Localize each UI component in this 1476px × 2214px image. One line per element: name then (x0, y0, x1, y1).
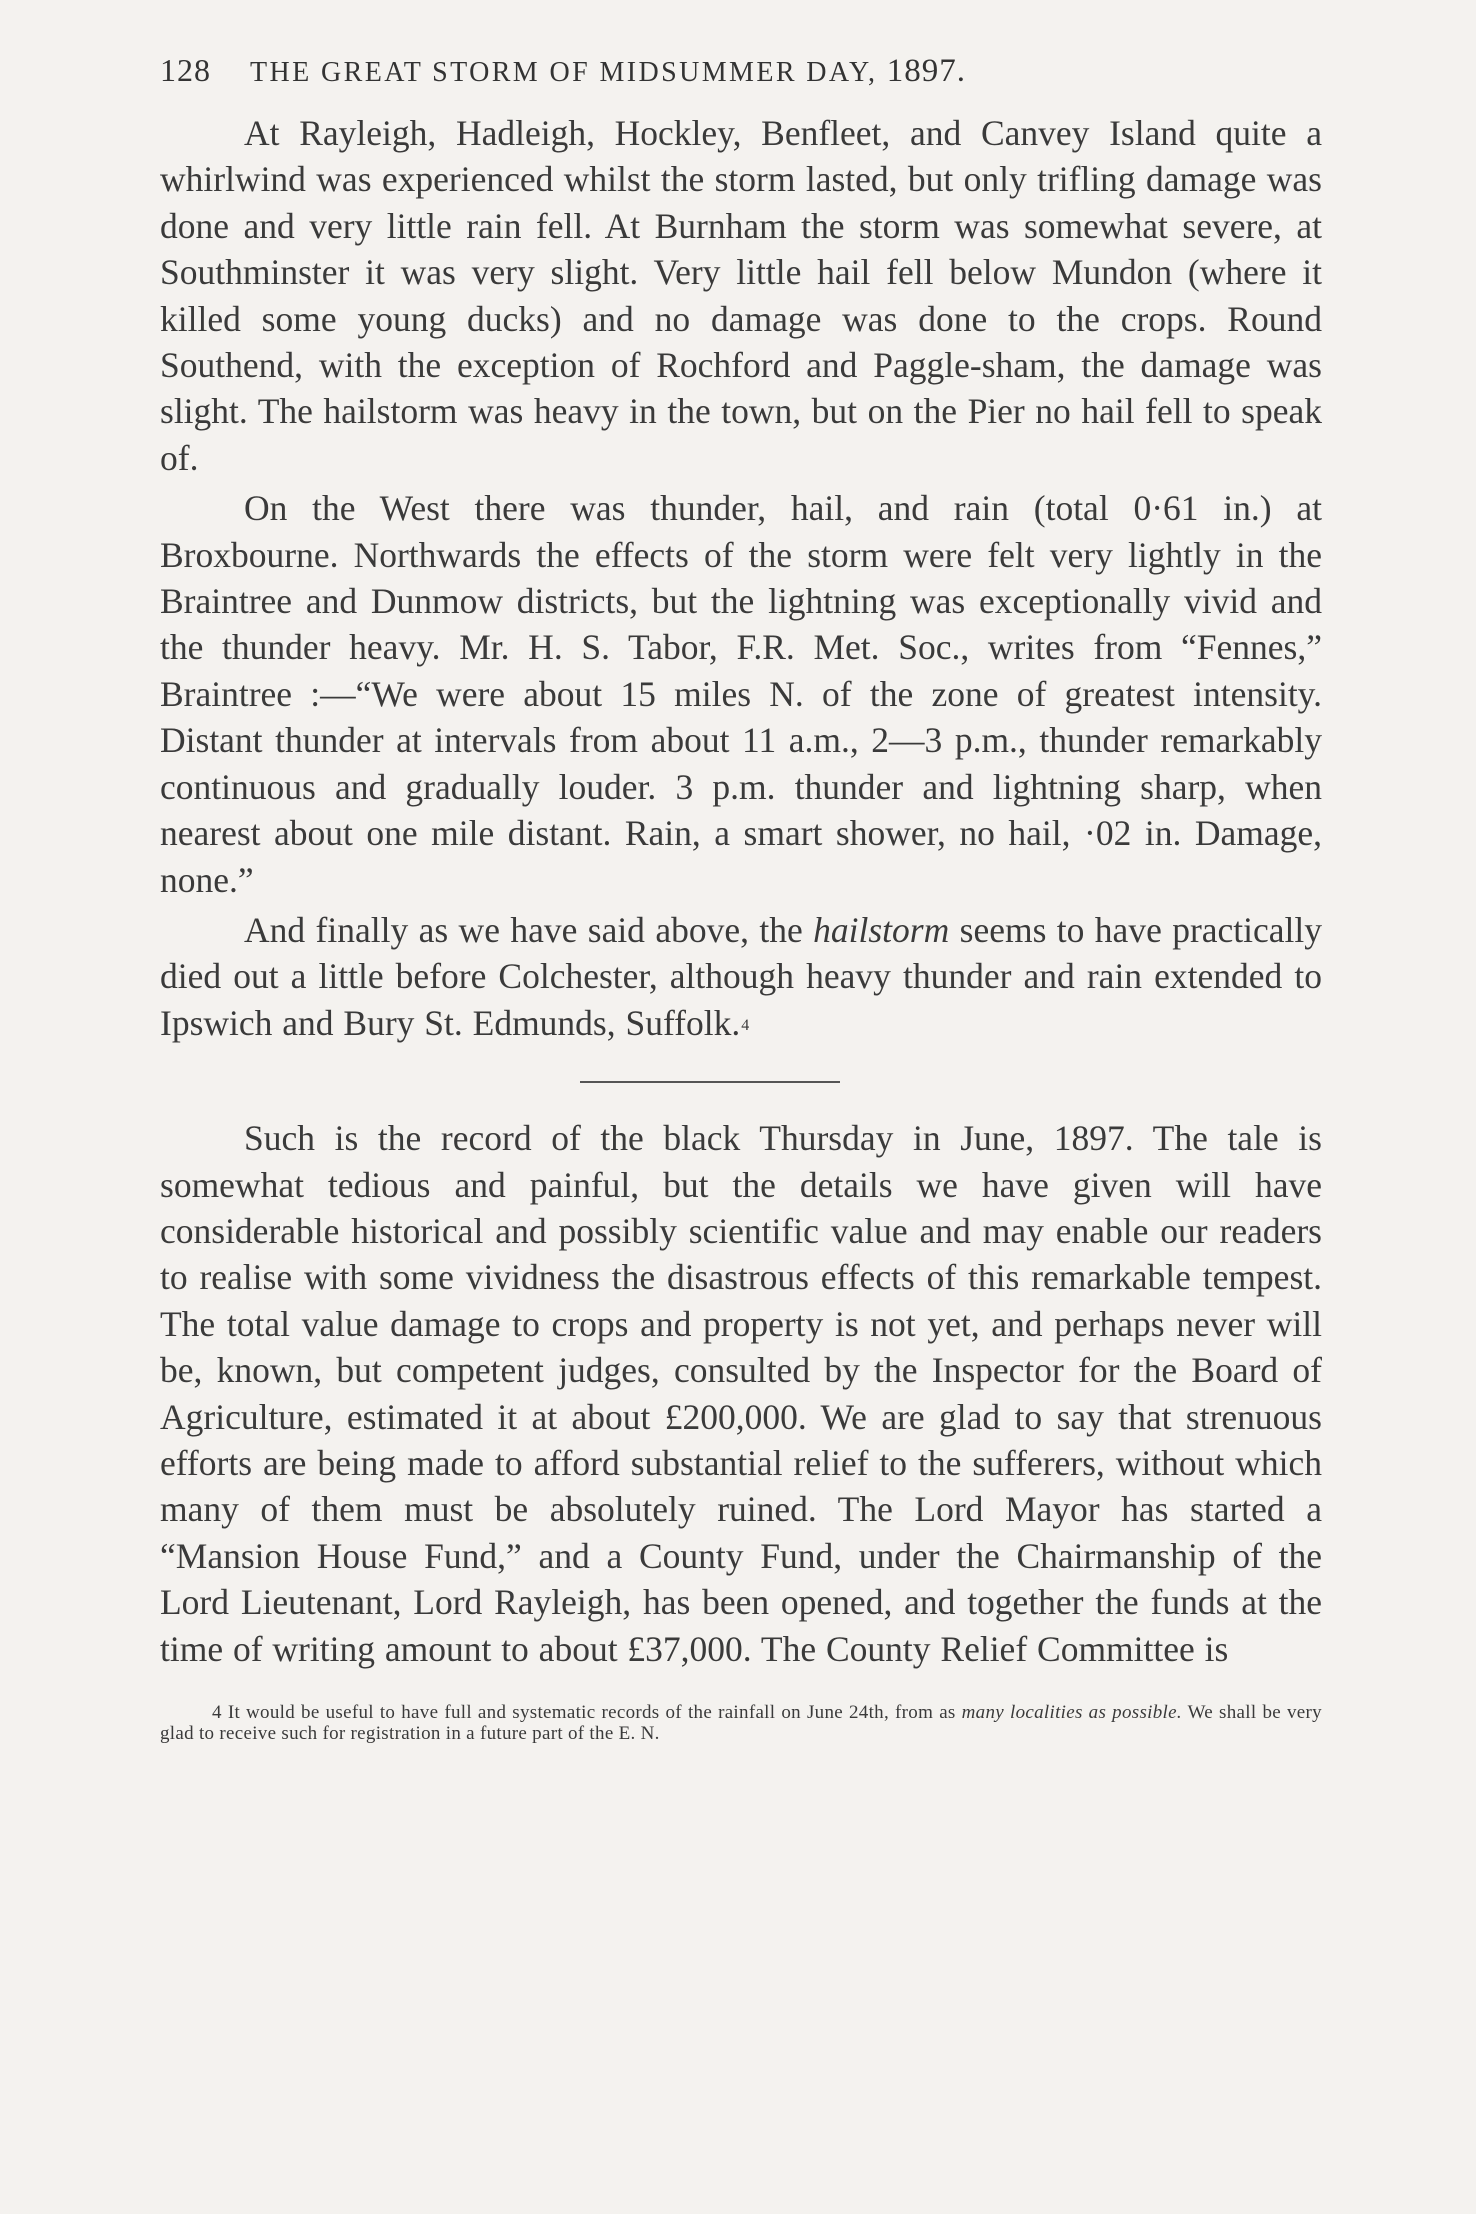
running-title (250, 53, 966, 90)
paragraph-colchester-end: seems to have practically died out a little before Colchester, although heavy thunder and rain extended to Ipswich and Bury St. Edmunds, Suffolk. (160, 909, 1323, 1043)
paragraph-rayleigh: At Rayleigh, Hadleigh, Hockley, Benfleet, and Canvey Island quite a whirlwind was experienced whilst the storm lasted, but only trifling damage was done and very little rain fell. At Burnham the storm was somewhat severe, at Southminster it was very slight. Very little hail fell below Mundon (where it killed some young ducks) and no damage was done to the crops. Round Southend, with the exception of Rochford and Paggle-sham, the damage was slight. The hailstorm was heavy in the town, but on the Pier no hail fell to speak of. (160, 113, 1322, 478)
footnote-text-italic: many localities as possible. (961, 1702, 1182, 1723)
running-title-year: 1897. (886, 53, 967, 89)
footnote-number: 4 (212, 1702, 222, 1723)
running-head (160, 52, 1322, 90)
section-divider (580, 1081, 840, 1083)
footnote-text-start: It would be useful to have full and systematic records of the rainfall on June 24th, from as (227, 1702, 956, 1723)
page-number: 128 (160, 52, 211, 88)
book-page (160, 52, 1322, 1744)
paragraph-black-thursday: Such is the record of the black Thursday in June, 1897. The tale is somewhat tedious and painful, but the details we have given will have considerable historical and possibly scientific value and may enable our readers to realise with some vividness the disastrous effects of this remarkable tempest. The total value damage to crops and property is not yet, and perhaps never will be, known, but competent judges, consulted by the Inspector for the Board of Agriculture, estimated it at about £200,000. We are glad to say that strenuous efforts are being made to afford substantial relief to the sufferers, without which many of them must be absolutely ruined. The Lord Mayor has started a “Mansion House Fund,” and a County Fund, under the Chairmanship of the Lord Lieutenant, Lord Rayleigh, has been opened, and together the funds at the time of writing amount to about £37,000. The County Relief Committee is (160, 1118, 1322, 1669)
footnote-text-end: We shall be very glad to receive such for registration in a future part of the E. N. (160, 1702, 1322, 1744)
paragraph-colchester (160, 907, 1322, 1049)
italic-hailstorm: hailstorm (813, 909, 950, 950)
paragraph-broxbourne: On the West there was thunder, hail, and rain (total 0·61 in.) at Broxbourne. Northwards the effects of the storm were felt very lightly in the Braintree and Dunmow districts, but the lightning was exceptionally vivid and the thunder heavy. Mr. H. S. Tabor, F.R. Met. Soc., writes from “Fennes,” Braintree :—“We were about 15 miles N. of the zone of greatest intensity. Distant thunder at intervals from about 11 a.m., 2—3 p.m., thunder remarkably continuous and gradually louder. 3 p.m. thunder and lightning sharp, when nearest about one mile distant. Rain, a smart shower, no hail, ·02 in. Damage, none.” (160, 488, 1322, 900)
body-text (160, 110, 1322, 1672)
footnote (160, 1702, 1322, 1744)
running-title-text: THE GREAT STORM OF MIDSUMMER DAY, (250, 57, 878, 88)
paragraph-colchester-start: And finally as we have said above, the (244, 909, 803, 950)
footnote-reference: 4 (741, 1016, 750, 1034)
